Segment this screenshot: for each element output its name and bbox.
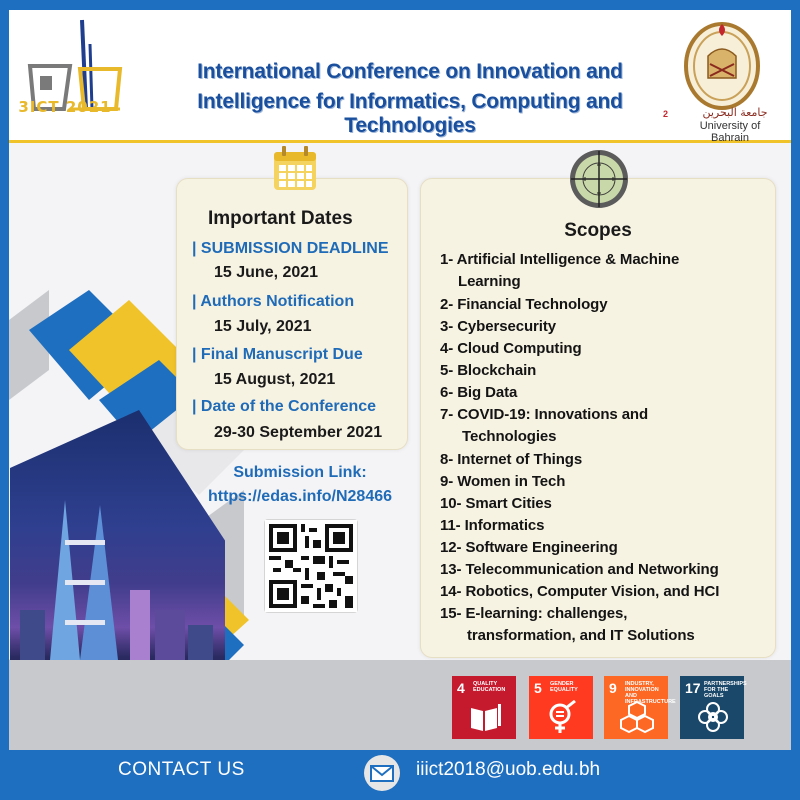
frame-top xyxy=(0,0,800,10)
scope-item: 14- Robotics, Computer Vision, and HCI xyxy=(440,583,720,600)
header-divider xyxy=(9,140,791,143)
frame-left xyxy=(0,0,9,800)
partnership-flower-icon xyxy=(696,700,730,734)
sdg-tile-partnerships xyxy=(680,676,747,739)
scope-item: 13- Telecommunication and Networking xyxy=(440,561,719,578)
date-label-conference: | Date of the Conference xyxy=(192,398,377,415)
mail-icon[interactable] xyxy=(364,755,400,791)
sdg-number: 17 xyxy=(685,680,701,696)
date-label-submission: | SUBMISSION DEADLINE xyxy=(192,240,389,257)
conference-title-line1: International Conference on Innovation and xyxy=(197,60,623,83)
scope-item: Technologies xyxy=(462,428,557,445)
scope-item: 8- Internet of Things xyxy=(440,451,583,468)
submission-link-label: Submission Link: xyxy=(233,464,367,481)
qr-code-icon xyxy=(265,520,357,612)
contact-us-label: CONTACT US xyxy=(118,759,245,780)
sdg-band xyxy=(9,660,791,750)
scope-item: 15- E-learning: challenges, xyxy=(440,605,628,622)
sdg-tile-industry-innovation xyxy=(604,676,676,739)
qr-code[interactable] xyxy=(264,519,358,613)
scopes-title: Scopes xyxy=(564,220,632,241)
logo-text: 3ICT 2021 xyxy=(18,98,112,116)
scope-item: Learning xyxy=(458,273,521,290)
date-label-manuscript: | Final Manuscript Due xyxy=(192,346,363,363)
date-value-notification: 15 July, 2021 xyxy=(214,318,312,335)
sdg-number: 5 xyxy=(534,680,542,696)
university-seal-icon xyxy=(682,20,762,112)
sdg-label: INDUSTRY, INNOVATION AND INFRASTRUCTURE xyxy=(625,681,676,705)
scope-item: 3- Cybersecurity xyxy=(440,318,556,335)
book-pencil-icon xyxy=(468,700,502,734)
university-name-english: University of Bahrain xyxy=(699,120,761,144)
scope-item: 7- COVID-19: Innovations and xyxy=(440,406,649,423)
scope-item: transformation, and IT Solutions xyxy=(467,627,695,644)
sdg-tile-quality-education xyxy=(452,676,516,739)
cubes-icon xyxy=(620,700,654,734)
frame-right xyxy=(791,0,800,800)
target-scope-icon xyxy=(565,148,633,210)
scope-item: 4- Cloud Computing xyxy=(440,340,582,357)
gender-equality-icon xyxy=(545,700,579,734)
scope-item: 6- Big Data xyxy=(440,384,518,401)
envelope-icon xyxy=(364,755,400,791)
scope-item: 10- Smart Cities xyxy=(440,495,552,512)
sdg-label: QUALITY EDUCATION xyxy=(473,681,506,693)
date-value-manuscript: 15 August, 2021 xyxy=(214,371,336,388)
scope-item: 1- Artificial Intelligence & Machine xyxy=(440,251,680,268)
date-value-submission: 15 June, 2021 xyxy=(214,264,319,281)
calendar-icon xyxy=(271,144,319,192)
scope-item: 2- Financial Technology xyxy=(440,296,608,313)
sdg-number: 4 xyxy=(457,680,465,696)
university-edition: 2 xyxy=(663,109,669,119)
sdg-tile-gender-equality xyxy=(529,676,593,739)
conference-title-line2: Intelligence for Informatics, Computing and Technologies xyxy=(197,90,623,137)
date-value-conference: 29-30 September 2021 xyxy=(214,424,383,441)
scope-item: 9- Women in Tech xyxy=(440,473,566,490)
scope-item: 12- Software Engineering xyxy=(440,539,618,556)
sdg-label: PARTNERSHIPS FOR THE GOALS xyxy=(704,681,747,699)
important-dates-title: Important Dates xyxy=(208,208,353,229)
scope-item: 5- Blockchain xyxy=(440,362,537,379)
university-name-arabic: جامعة البحرين xyxy=(702,106,768,119)
sdg-number: 9 xyxy=(609,680,617,696)
submission-link-url[interactable]: https://edas.info/N28466 xyxy=(207,488,393,505)
scope-item: 11- Informatics xyxy=(440,517,545,534)
iict-logo-icon xyxy=(20,14,130,134)
date-label-notification: | Authors Notification xyxy=(192,293,355,310)
sdg-label: GENDER EQUALITY xyxy=(550,681,578,693)
contact-email[interactable]: iiict2018@uob.edu.bh xyxy=(416,759,601,780)
